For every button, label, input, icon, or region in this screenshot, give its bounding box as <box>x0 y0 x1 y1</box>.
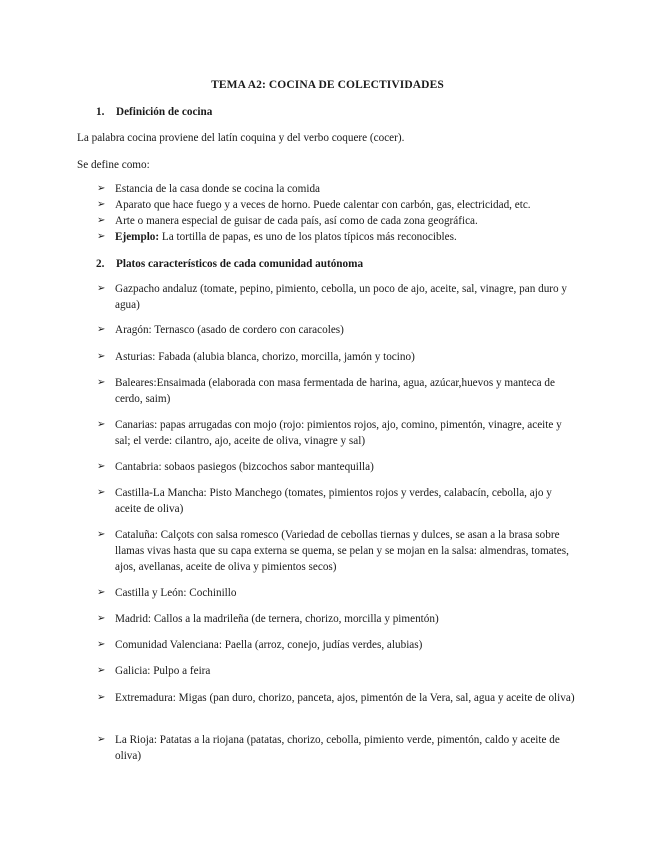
section2-heading <box>96 256 363 272</box>
dish-item-castilla-leon: ➢ Castilla y León: Cochinillo <box>97 587 237 599</box>
arrow-bullet-icon: ➢ <box>97 283 106 294</box>
arrow-bullet-icon: ➢ <box>97 377 106 388</box>
arrow-bullet-icon: ➢ <box>97 419 106 430</box>
dish-item-castilla-la-mancha: ➢ Castilla-La Mancha: Pisto Manchego (tomates, pimientos rojos y verdes, calabacín, cebolla, ajo y aceite de oliva) <box>97 487 552 515</box>
section2-heading-text: Platos característicos de cada comunidad autónoma <box>116 258 364 270</box>
dish-item-canarias: ➢ Canarias: papas arrugadas con mojo (rojo: pimientos rojos, ajo, comino, pimentón, vinagre, aceite y sal; el verde: cilantro, ajo, aceite de oliva, vinagre y sal) <box>97 419 562 447</box>
example-label: Ejemplo: <box>115 231 160 243</box>
arrow-bullet-icon: ➢ <box>97 613 106 624</box>
section1-bullet: ➢ Estancia de la casa donde se cocina la comida <box>97 183 321 195</box>
section1-define-como: Se define como: <box>77 159 150 171</box>
arrow-bullet-icon: ➢ <box>97 487 106 498</box>
arrow-bullet-icon: ➢ <box>97 639 106 650</box>
arrow-bullet-icon: ➢ <box>97 692 106 703</box>
dish-item-cataluna: ➢ Cataluña: Calçots con salsa romesco (Variedad de cebollas tiernas y dulces, se asan a la brasa sobre llamas vivas hasta que su capa externa se quema, se pelan y se mojan en la salsa: almendras, tomates, ajos, avellanas, aceite de oliva y pimientos secos) <box>97 529 569 573</box>
dish-item-cantabria: ➢ Cantabria: sobaos pasiegos (bizcochos sabor mantequilla) <box>97 461 374 473</box>
dish-item-extremadura: ➢ Extremadura: Migas (pan duro, chorizo, panceta, ajos, pimentón de la Vera, sal, agua y aceite de oliva) <box>97 692 575 704</box>
section2-number: 2. <box>96 258 105 270</box>
dish-item-galicia: ➢ Galicia: Pulpo a feira <box>97 665 211 677</box>
arrow-bullet-icon: ➢ <box>97 734 106 745</box>
arrow-bullet-icon: ➢ <box>97 324 106 335</box>
document-title: TEMA A2: COCINA DE COLECTIVIDADES <box>211 79 444 91</box>
dish-item-andalucia: ➢ Gazpacho andaluz (tomate, pepino, pimiento, cebolla, un poco de ajo, aceite, sal, vinagre, pan duro y agua) <box>97 283 567 311</box>
dish-item-baleares: ➢ Baleares:Ensaimada (elaborada con masa fermentada de harina, agua, azúcar,huevos y manteca de cerdo, saim) <box>97 377 555 405</box>
dish-item-madrid: ➢ Madrid: Callos a la madrileña (de ternera, chorizo, morcilla y pimentón) <box>97 613 439 625</box>
arrow-bullet-icon: ➢ <box>97 231 106 242</box>
arrow-bullet-icon: ➢ <box>97 587 106 598</box>
arrow-bullet-icon: ➢ <box>97 461 106 472</box>
arrow-bullet-icon: ➢ <box>97 215 106 226</box>
dish-item-valencia: ➢ Comunidad Valenciana: Paella (arroz, conejo, judías verdes, alubias) <box>97 639 423 651</box>
dish-item-asturias: ➢ Asturias: Fabada (alubia blanca, chorizo, morcilla, jamón y tocino) <box>97 351 415 363</box>
arrow-bullet-icon: ➢ <box>97 351 106 362</box>
section1-heading <box>96 104 212 120</box>
section1-bullet: ➢ Aparato que hace fuego y a veces de horno. Puede calentar con carbón, gas, electricidad, etc. <box>97 199 531 211</box>
section1-intro: La palabra cocina proviene del latín coquina y del verbo coquere (cocer). <box>77 132 405 144</box>
arrow-bullet-icon: ➢ <box>97 665 106 676</box>
dish-item-la-rioja: ➢ La Rioja: Patatas a la riojana (patatas, chorizo, cebolla, pimiento verde, pimentón, caldo y aceite de oliva) <box>97 734 560 762</box>
arrow-bullet-icon: ➢ <box>97 199 106 210</box>
dish-item-aragon: ➢ Aragón: Ternasco (asado de cordero con caracoles) <box>97 324 344 336</box>
section1-heading-text: Definición de cocina <box>116 106 213 118</box>
arrow-bullet-icon: ➢ <box>97 183 106 194</box>
section1-bullet: ➢ Arte o manera especial de guisar de cada país, así como de cada zona geográfica. <box>97 215 478 227</box>
arrow-bullet-icon: ➢ <box>97 529 106 540</box>
section1-bullet: ➢ Ejemplo: La tortilla de papas, es uno de los platos típicos más reconocibles. <box>97 231 457 243</box>
section1-number: 1. <box>96 106 105 118</box>
